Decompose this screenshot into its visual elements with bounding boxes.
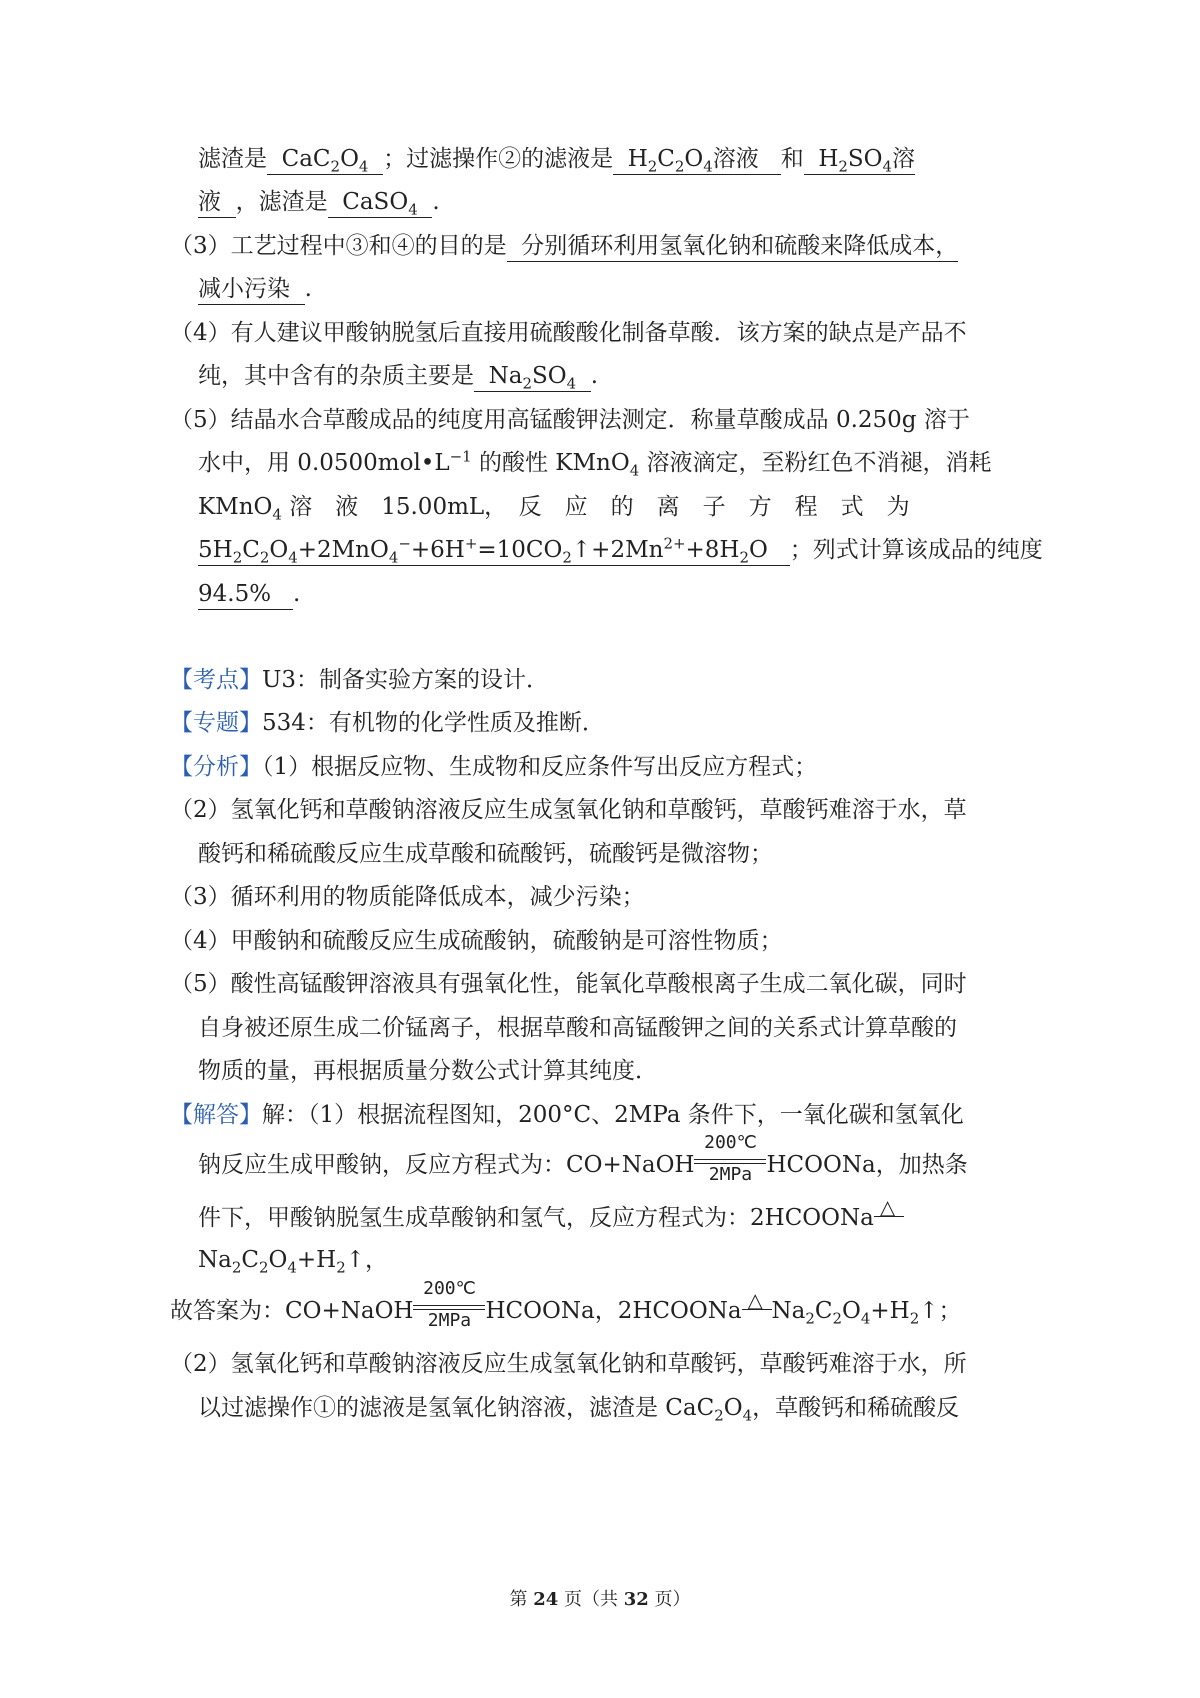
line-q3-2: 减小污染 . (198, 276, 312, 305)
kaodian-tag: 【考点】 (170, 667, 262, 693)
jieda-tag: 【解答】 (170, 1102, 262, 1128)
solution-line-3: 件下，甲酸钠脱氢生成草酸钠和氢气，反应方程式为：2HCOONa △ (198, 1203, 904, 1233)
answer-blank: 分别循环利用氢氧化钠和硫酸来降低成本， (507, 234, 959, 262)
analysis-3: （3）循环利用的物质能降低成本，减少污染； (170, 884, 645, 910)
line-q5-purity: 94.5% . (198, 581, 300, 610)
line-q5-2: 水中，用 $0.0500mol•L^{-1}$ 的酸性 KMnO$_4$ 溶液滴定，至粉红色不消褪，消耗 (198, 447, 992, 480)
page-footer: 第 24 页（共 32 页） (509, 1589, 691, 1610)
answer-blank: 减小污染 (198, 277, 305, 305)
answer-blank: $CaC_2O_4$ (267, 147, 383, 175)
solution-line-6: （2）氢氧化钙和草酸钠溶液反应生成氢氧化钠和草酸钙，草酸钙难溶于水，所 (170, 1351, 967, 1377)
line-q4-2: 纯，其中含有的杂质主要是 $Na_2SO_4$ . (198, 363, 599, 393)
solution-answer: 故答案为：CO+NaOH 200℃ 2MPa HCOONa，2HCOONa △ $Na_2C_2O_4+H_2↑$； (170, 1278, 962, 1331)
answer-blank: $H_2SO_4$溶 (804, 147, 915, 175)
answer-blank: CaSO$_4$ (328, 190, 433, 218)
line-q5-3: KMnO$_4$ 溶 液 15.00mL， 反 应 的 离 子 方 程 式 为 (198, 494, 910, 524)
answer-blank: 94.5% (198, 582, 293, 610)
zhuanti-tag: 【专题】 (170, 710, 262, 736)
page-number: 24 (533, 1589, 559, 1610)
solution-line-7: 以过滤操作①的滤液是氢氧化钠溶液，滤渣是 $CaC_2O_4$，草酸钙和稀硫酸反 (198, 1395, 960, 1425)
answer-blank: $5H_2C_2O_4+2MnO_4^-+6H^+=10CO_2↑+2Mn^{2+}+8H_2O$ (198, 538, 790, 566)
line-q5: （5）结晶水合草酸成品的纯度用高锰酸钾法测定．称量草酸成品 0.250g 溶于 (170, 407, 970, 433)
analysis-2a: （2）氢氧化钙和草酸钠溶液反应生成氢氧化钠和草酸钙，草酸钙难溶于水，草 (170, 797, 967, 823)
answer-blank: 液 (198, 190, 236, 218)
line-filter-residue-2: 液 ，滤渣是 CaSO$_4$ . (198, 189, 440, 219)
analysis-5b: 自身被还原生成二价锰离子，根据草酸和高锰酸钾之间的关系式计算草酸的 (198, 1015, 957, 1041)
fenxi-tag: 【分析】 (170, 754, 262, 780)
line-q4: （4）有人建议甲酸钠脱氢后直接用硫酸酸化制备草酸．该方案的缺点是产品不 (170, 320, 967, 346)
reaction-condition: 200℃ 2MPa (694, 1150, 766, 1174)
analysis-4: （4）甲酸钠和硫酸反应生成硫酸钠，硫酸钠是可溶性物质； (170, 928, 783, 954)
answer-blank: $Na_2SO_4$ (474, 364, 591, 392)
line-q5-equation: $5H_2C_2O_4+2MnO_4^-+6H^+=10CO_2↑+2Mn^{2+}+8H_2O$ ；列式计算该成品的纯度 (198, 534, 1043, 567)
solution-line-2: 钠反应生成甲酸钠，反应方程式为：CO+NaOH 200℃ 2MPa HCOONa，加热条 (198, 1132, 968, 1185)
page-total: 32 (623, 1589, 649, 1610)
section-jieda: 【解答】解：（1）根据流程图知，200°C、2MPa 条件下，一氧化碳和氢氧化 (170, 1102, 964, 1128)
analysis-2b: 酸钙和稀硫酸反应生成草酸和硫酸钙，硫酸钙是微溶物； (198, 841, 773, 867)
solution-line-4: $Na_2C_2O_4+H_2↑$， (198, 1247, 388, 1277)
line-q3: （3）工艺过程中③和④的目的是 分别循环利用氢氧化钠和硫酸来降低成本， (170, 233, 958, 262)
analysis-5a: （5）酸性高锰酸钾溶液具有强氧化性，能氧化草酸根离子生成二氧化碳，同时 (170, 971, 967, 997)
section-kaodian: 【考点】U3：制备实验方案的设计． (170, 667, 550, 693)
section-zhuanti: 【专题】534：有机物的化学性质及推断． (170, 710, 605, 736)
reaction-condition: 200℃ 2MPa (413, 1296, 485, 1320)
analysis-5c: 物质的量，再根据质量分数公式计算其纯度． (198, 1058, 658, 1084)
section-fenxi: 【分析】（1）根据反应物、生成物和反应条件写出反应方程式； (170, 754, 818, 780)
line-filter-residue: 滤渣是 $CaC_2O_4$ ；过滤操作②的滤液是 $H_2C_2O_4$溶液 和 $H_2SO_4$溶 (198, 146, 916, 176)
heat-symbol: △ (742, 1296, 772, 1320)
heat-symbol: △ (874, 1203, 904, 1227)
answer-blank: $H_2C_2O_4$溶液 (613, 147, 781, 175)
